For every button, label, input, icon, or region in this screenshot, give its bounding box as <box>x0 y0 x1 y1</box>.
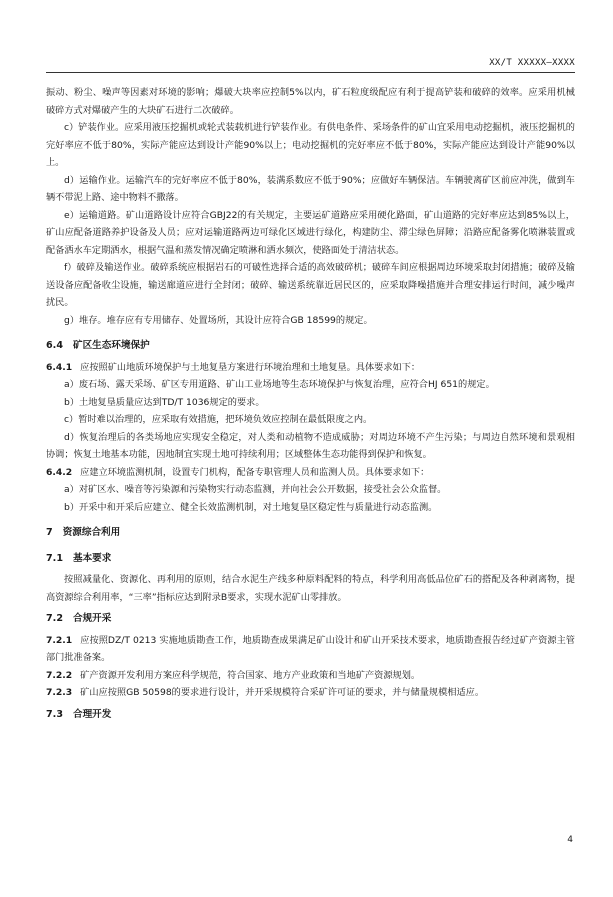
clause-text: 矿产资源开发利用方案应科学规范，符合国家、地方产业政策和当地矿产资源规划。 <box>80 669 421 681</box>
list-item: f）破碎及输送作业。破碎系统应根据岩石的可破性选择合适的高效破碎机；破碎车间应根据周边环境采取封闭措施；破碎及输送设备应配备收尘设施，输送廊道应进行全封闭；破碎、输送系统靠近居民区的，应采取降噪措施并合理安排运行时间，减少噪声扰民。 <box>46 262 575 308</box>
list-item: a）废石场、露天采场、矿区专用道路、矿山工业场地等生态环境保护与恢复治理，应符合HJ 651的规定。 <box>64 379 495 390</box>
section-number: 7.3 <box>46 708 63 720</box>
page-number: 4 <box>567 835 573 845</box>
clause-number: 7.2.3 <box>46 687 73 698</box>
section-title: 基本要求 <box>73 552 112 564</box>
section-title: 合理开发 <box>73 708 112 720</box>
list-item: c）铲装作业。应采用液压挖掘机或轮式装载机进行铲装作业。有供电条件、采场条件的矿山宜采用电动挖掘机，液压挖掘机的完好率应不低于80%，实际产能应达到设计产能90%以上；电动挖掘机的完好率应不低于80%，实际产能应达到设计产能90%以上。 <box>46 122 575 168</box>
clause <box>46 359 575 377</box>
clause <box>46 684 575 702</box>
section-heading <box>46 337 575 355</box>
document-body <box>46 84 575 723</box>
section-number: 7.1 <box>46 552 63 564</box>
list-item: a）对矿区水、噪音等污染源和污染物实行动态监测，并向社会公开数据，接受社会公众监督。 <box>64 484 447 495</box>
section-title: 矿区生态环境保护 <box>73 340 150 351</box>
paragraph: 振动、粉尘、噪声等因素对环境的影响；爆破大块率应控制5%以内，矿石粒度级配应有利于提高铲装和破碎的效率。应采用机械破碎方式对爆破产生的大块矿石进行二次破碎。 <box>46 87 575 116</box>
clause-text: 应建立环境监测机制，设置专门机构，配备专职管理人员和监测人员。具体要求如下： <box>80 466 430 478</box>
list-item: g）堆存。堆存应有专用储存、处置场所，其设计应符合GB 18599的规定。 <box>64 314 373 326</box>
section-heading <box>46 524 575 542</box>
section-number: 6.4 <box>46 340 63 351</box>
list-item: b）开采中和开采后应建立、健全长效监测机制，对土地复垦区稳定性与质量进行动态监测。 <box>64 501 438 513</box>
clause-number: 7.2.1 <box>46 634 73 646</box>
section-title: 合规开采 <box>73 613 112 624</box>
section-number: 7 <box>46 527 53 538</box>
section-title: 资源综合利用 <box>62 527 121 538</box>
section-heading <box>46 550 575 568</box>
standard-code: XX/T XXXXX—XXXX <box>489 58 575 68</box>
section-heading <box>46 706 575 724</box>
list-item: e）运输道路。矿山道路设计应符合GBJ22的有关规定，主要运矿道路应采用硬化路面，矿山道路的完好率应达到85%以上，矿山应配备道路养护设备及人员；应对运输道路两边可绿化区域进行绿化，构建防尘、滞尘绿色屏障；沿路应配备雾化喷淋装置或配备洒水车定期洒水，根据气温和蒸发情况确定喷淋和洒水频次，使路面处于清洁状态。 <box>46 209 575 256</box>
clause-text: 矿山应按照GB 50598的要求进行设计，并开采规模符合采矿许可证的要求，并与储量规模相适应。 <box>80 687 485 698</box>
list-item: d）恢复治理后的各类场地应实现安全稳定，对人类和动植物不造成威胁；对周边环境不产生污染；与周边自然环境和景观相协调；恢复土地基本功能，因地制宜实现土地可持续利用；区域整体生态功能得到保护和恢复。 <box>46 431 575 460</box>
list-item: c）暂时难以治理的，应采取有效措施，把环境负效应控制在最低限度之内。 <box>64 414 373 425</box>
clause-number: 7.2.2 <box>46 669 73 681</box>
list-item: b）土地复垦质量应达到TD/T 1036规定的要求。 <box>64 396 265 408</box>
header-rule <box>46 72 575 73</box>
section-number: 7.2 <box>46 613 63 624</box>
clause <box>46 464 575 482</box>
paragraph: 按照减量化、资源化、再利用的原则，结合水泥生产线多种原料配料的特点，科学利用高低品位矿石的搭配及各种剥离物，提高资源综合利用率，“三率”指标应达到附录B要求，实现水泥矿山零排放。 <box>46 574 575 603</box>
clause-text: 应按照DZ/T 0213 实施地质勘查工作，地质勘查成果满足矿山设计和矿山开采技术要求，地质勘查报告经过矿产资源主管部门批准备案。 <box>46 634 575 663</box>
clause <box>46 667 575 685</box>
clause <box>46 632 575 667</box>
list-item: d）运输作业。运输汽车的完好率应不低于80%，装满系数应不低于90%；应做好车辆保洁。车辆驶离矿区前应冲洗，做到车辆不带泥上路、途中物料不撒落。 <box>46 174 575 203</box>
clause-text: 应按照矿山地质环境保护与土地复垦方案进行环境治理和土地复垦。具体要求如下： <box>80 361 421 373</box>
clause-number: 6.4.1 <box>46 361 73 373</box>
section-heading <box>46 610 575 628</box>
clause-number: 6.4.2 <box>46 466 73 478</box>
